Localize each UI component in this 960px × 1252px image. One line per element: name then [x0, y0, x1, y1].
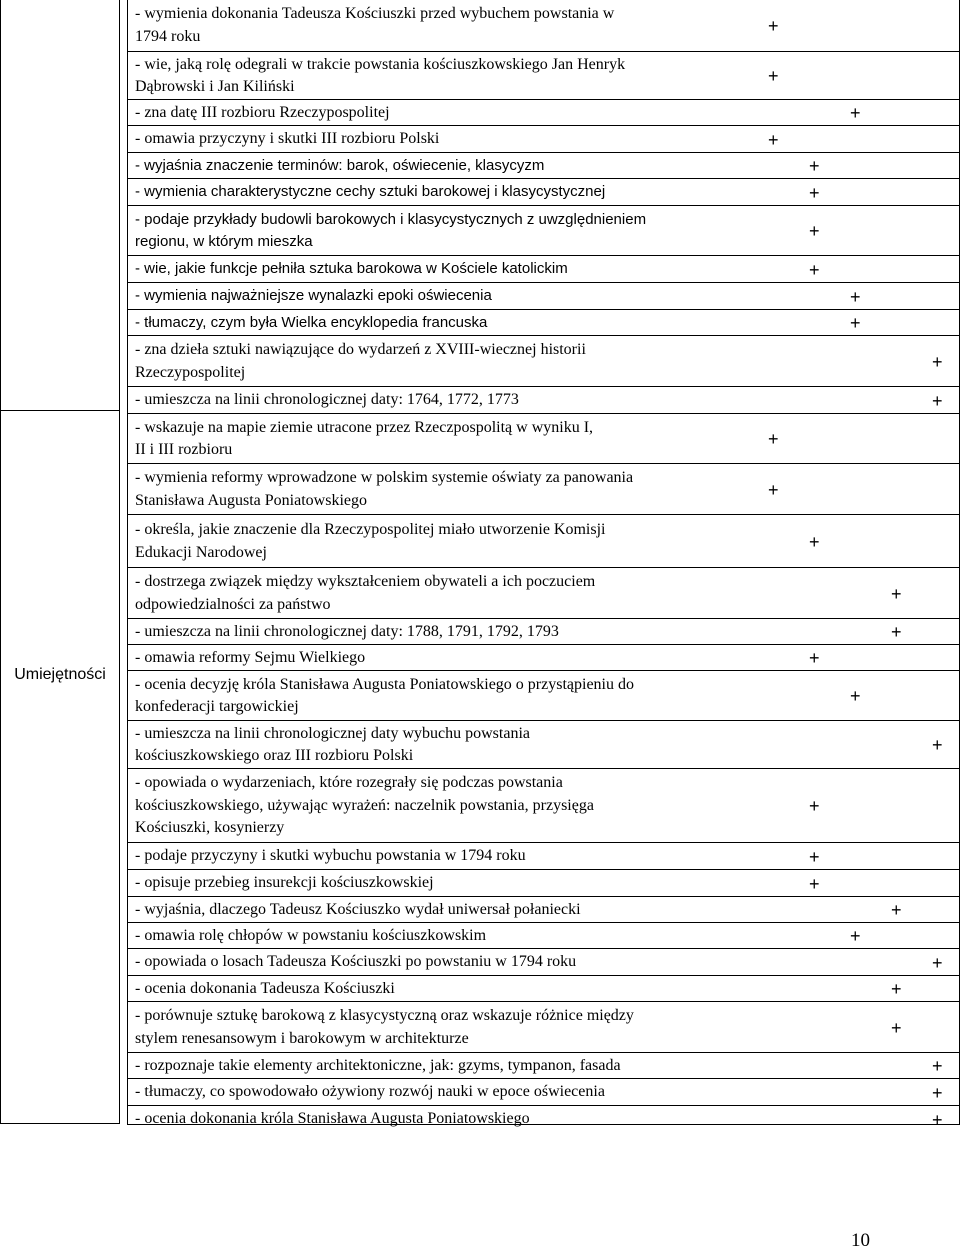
table-row	[128, 922, 959, 948]
level-mark: +	[850, 286, 861, 307]
requirement-line: - opisuje przebieg insurekcji kościuszkowskiej	[135, 874, 434, 892]
requirement-line: kościuszkowskiego oraz III rozbioru Polski	[135, 747, 414, 764]
table-row	[128, 335, 959, 386]
requirement-line: - zna dzieła sztuki nawiązujące do wydarzeń z XVIII-wiecznej historii	[135, 341, 586, 358]
requirement-line: - rozpoznaje takie elementy architektoniczne, jak: gzyms, tympanon, fasada	[135, 1056, 621, 1074]
requirements-table	[127, 0, 960, 1130]
requirement-text	[135, 1108, 835, 1131]
requirement-text	[135, 155, 835, 178]
level-mark: +	[850, 926, 861, 946]
requirement-line: - ocenia dokonania króla Stanisława Augusta Poniatowskiego	[135, 1110, 530, 1128]
requirement-text	[135, 417, 835, 462]
table-row	[128, 896, 959, 922]
table-row	[128, 0, 959, 51]
table-row	[128, 869, 959, 896]
requirement-line: - podaje przyczyny i skutki wybuchu powstania w 1794 roku	[135, 847, 526, 865]
requirement-text	[135, 128, 835, 151]
requirement-line: - porównuje sztukę barokową z klasycystyczną oraz wskazuje różnice między	[135, 1007, 634, 1024]
level-mark: +	[809, 156, 820, 176]
requirement-text	[135, 1081, 835, 1104]
requirement-text	[135, 723, 835, 768]
level-mark: +	[932, 390, 943, 411]
level-mark: +	[768, 15, 779, 36]
requirement-text	[135, 647, 835, 670]
table-row	[128, 282, 959, 309]
level-mark: +	[768, 429, 779, 449]
requirement-line: kościuszkowskiego, używając wyrażeń: naczelnik powstania, przysięga	[135, 796, 594, 814]
table-row	[128, 842, 959, 869]
requirement-line: regionu, w którym mieszka	[135, 233, 313, 250]
requirement-line: - tłumaczy, co spowodowało ożywiony rozwój nauki w epoce oświecenia	[135, 1083, 605, 1101]
table-row	[128, 1001, 959, 1052]
table-row	[128, 205, 959, 255]
table-row	[128, 1105, 959, 1132]
table-row	[128, 975, 959, 1001]
requirement-text	[135, 258, 835, 281]
requirement-text	[135, 951, 835, 974]
requirement-line: Kościuszki, kosynierzy	[135, 819, 285, 837]
level-mark: +	[891, 622, 902, 642]
requirement-line: stylem renesansowym i barokowym w architekturze	[135, 1029, 469, 1047]
table-row	[128, 670, 959, 720]
level-mark: +	[809, 873, 820, 894]
requirement-line: - wie, jakie funkcje pełniła sztuka barokowa w Kościele katolickim	[135, 260, 568, 278]
level-mark: +	[768, 479, 779, 500]
level-mark: +	[891, 979, 902, 999]
requirement-text	[135, 389, 835, 412]
requirement-line: Edukacji Narodowej	[135, 543, 267, 561]
requirement-text	[135, 285, 835, 308]
level-mark: +	[932, 1109, 943, 1130]
requirement-line: - umieszcza na linii chronologicznej daty: 1788, 1791, 1792, 1793	[135, 622, 559, 640]
requirement-line: Stanisława Augusta Poniatowskiego	[135, 491, 367, 509]
level-mark: +	[932, 1056, 943, 1076]
requirement-line: - zna datę III rozbioru Rzeczypospolitej	[135, 103, 390, 121]
category-label: Umiejętności	[14, 666, 106, 683]
requirement-line: - umieszcza na linii chronologicznej daty wybuchu powstania	[135, 724, 530, 742]
requirement-text	[135, 209, 835, 254]
requirement-line: - wymienia reformy wprowadzone w polskim systemie oświaty za panowania	[135, 469, 634, 486]
requirement-line: - wskazuje na mapie ziemie utracone przez Rzeczpospolitą w wyniku I,	[135, 418, 594, 436]
table-row	[128, 51, 959, 99]
table-row	[128, 514, 959, 567]
requirement-line: 1794 roku	[135, 27, 201, 45]
level-mark: +	[768, 129, 779, 150]
level-mark: +	[850, 103, 861, 123]
level-mark: +	[932, 735, 943, 755]
requirement-text	[135, 519, 835, 564]
table-row	[128, 152, 959, 178]
table-row	[128, 309, 959, 335]
level-mark: +	[891, 900, 902, 920]
level-mark: +	[809, 796, 820, 816]
requirement-line: - omawia rolę chłopów w powstaniu kościuszkowskim	[135, 926, 487, 944]
level-mark: +	[850, 686, 861, 706]
table-row	[128, 125, 959, 152]
requirement-line: - dostrzega związek między wykształceniem obywateli a ich poczuciem	[135, 573, 596, 590]
page-number: 10	[851, 1230, 870, 1251]
table-row	[128, 948, 959, 975]
requirement-text	[135, 339, 835, 384]
requirement-text	[135, 102, 835, 125]
level-mark: +	[809, 182, 820, 203]
requirement-line: - ocenia decyzję króla Stanisława Augusta Poniatowskiego o przystąpieniu do	[135, 675, 634, 693]
table-row	[128, 1052, 959, 1078]
level-mark: +	[768, 66, 779, 86]
table-row	[128, 567, 959, 618]
requirement-line: - wymienia najważniejsze wynalazki epoki oświecenia	[135, 287, 492, 305]
table-row	[128, 99, 959, 125]
category-cell-upper	[1, 0, 119, 411]
table-row	[128, 463, 959, 514]
table-row	[128, 644, 959, 670]
requirement-line: konfederacji targowickiej	[135, 698, 299, 715]
requirement-text	[135, 772, 835, 840]
level-mark: +	[809, 846, 820, 867]
level-mark: +	[932, 952, 943, 973]
requirement-line: - określa, jakie znaczenie dla Rzeczypospolitej miało utworzenie Komisji	[135, 521, 606, 538]
table-row	[128, 720, 959, 768]
table-row	[128, 178, 959, 205]
requirement-line: - wyjaśnia, dlaczego Tadeusz Kościuszko wydał uniwersał połaniecki	[135, 900, 581, 918]
requirement-line: - opowiada o losach Tadeusza Kościuszki po powstaniu w 1794 roku	[135, 953, 577, 971]
requirement-line: - wyjaśnia znaczenie terminów: barok, oświecenie, klasycyzm	[135, 156, 545, 174]
level-mark: +	[809, 259, 820, 280]
requirement-line: odpowiedzialności za państwo	[135, 595, 331, 613]
requirement-text	[135, 899, 835, 922]
requirement-text	[135, 181, 835, 204]
level-mark: +	[891, 583, 902, 604]
requirement-text	[135, 467, 835, 512]
requirement-text	[135, 621, 835, 644]
table-row	[128, 386, 959, 413]
requirement-line: Rzeczypospolitej	[135, 363, 246, 381]
level-mark: +	[932, 351, 943, 372]
requirement-text	[135, 872, 835, 895]
requirement-line: - ocenia dokonania Tadeusza Kościuszki	[135, 979, 395, 997]
level-mark: +	[809, 221, 820, 241]
requirement-line: - umieszcza na linii chronologicznej daty: 1764, 1772, 1773	[135, 391, 519, 409]
table-row	[128, 255, 959, 282]
requirement-line: - tłumaczy, czym była Wielka encyklopedia francuska	[135, 313, 488, 331]
level-mark: +	[932, 1082, 943, 1103]
requirement-text	[135, 1005, 835, 1050]
requirement-line: - opowiada o wydarzeniach, które rozegrały się podczas powstania	[135, 774, 563, 792]
requirement-text	[135, 978, 835, 1001]
requirement-text	[135, 571, 835, 616]
table-row	[128, 1078, 959, 1105]
level-mark: +	[809, 531, 820, 552]
requirement-line: - omawia reformy Sejmu Wielkiego	[135, 648, 366, 666]
requirement-line: - podaje przykłady budowli barokowych i klasycystycznych z uwzględnieniem	[135, 210, 647, 228]
level-mark: +	[850, 313, 861, 333]
requirement-line: II i III rozbioru	[135, 441, 233, 458]
requirement-line: - wie, jaką rolę odegrali w trakcie powstania kościuszkowskiego Jan Henryk	[135, 55, 626, 73]
requirement-line: - omawia przyczyny i skutki III rozbioru Polski	[135, 130, 440, 148]
requirement-text	[135, 845, 835, 868]
table-row	[128, 413, 959, 463]
level-mark: +	[809, 648, 820, 668]
requirement-line: Dąbrowski i Jan Kiliński	[135, 78, 295, 95]
table-row	[128, 618, 959, 644]
requirement-text	[135, 1055, 835, 1078]
requirement-text	[135, 674, 835, 719]
requirement-line: - wymienia dokonania Tadeusza Kościuszki przed wybuchem powstania w	[135, 5, 615, 22]
requirement-text	[135, 925, 835, 948]
requirement-text	[135, 312, 835, 335]
level-mark: +	[891, 1017, 902, 1038]
requirement-line: - wymienia charakterystyczne cechy sztuki barokowej i klasycystycznej	[135, 183, 606, 201]
requirement-text	[135, 54, 835, 99]
requirement-text	[135, 3, 835, 48]
category-column	[0, 0, 120, 1124]
table-row	[128, 768, 959, 842]
